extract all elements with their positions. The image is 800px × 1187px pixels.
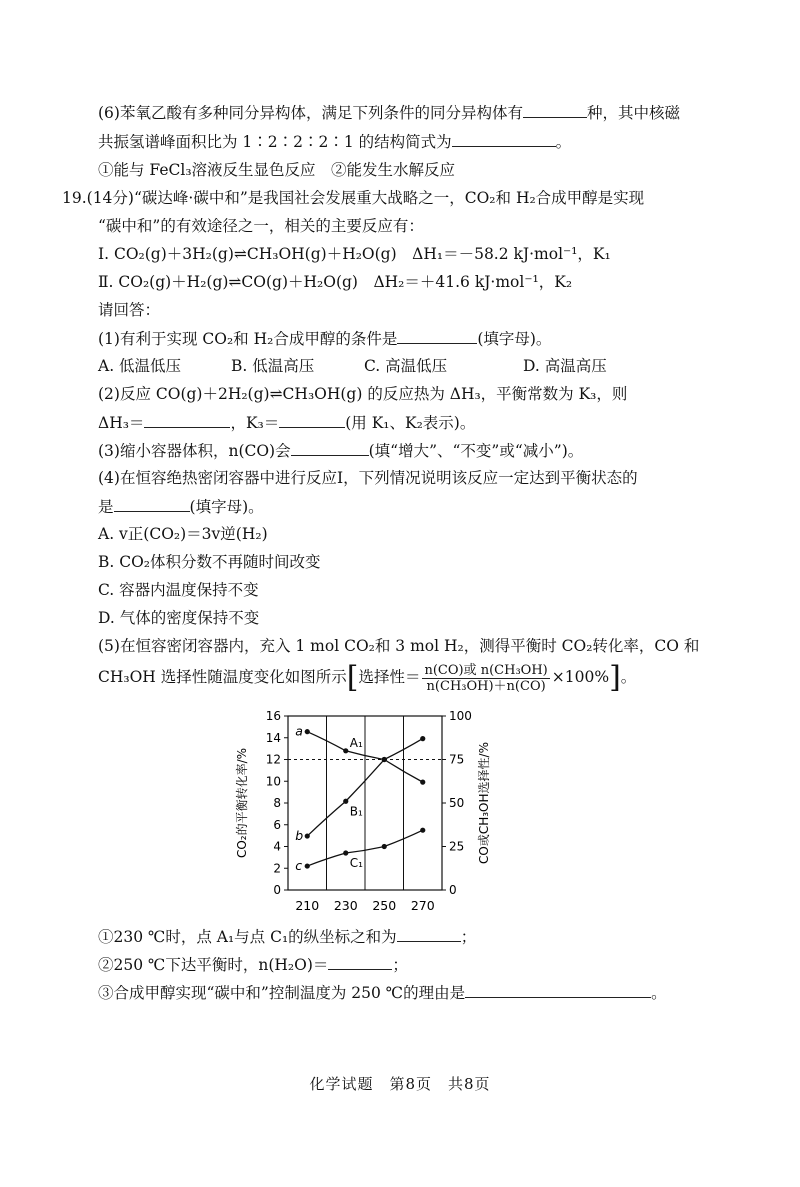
- sub-question-3: ③合成甲醇实现“碳中和”控制温度为 250 ℃的理由是 。: [98, 981, 667, 1004]
- data-point-c: [382, 844, 387, 849]
- data-point-b: [382, 757, 387, 762]
- part4-option-a: A. v正(CO₂)＝3v逆(H₂): [98, 525, 268, 543]
- part4-option-c: C. 容器内温度保持不变: [98, 581, 259, 599]
- page-footer: 化学试题 第8页 共8页: [309, 1075, 491, 1093]
- left-tick-label: 6: [273, 817, 281, 832]
- q19-intro-line2: “碳中和”的有效途径之一，相关的主要反应有：: [98, 217, 424, 235]
- data-point-b: [343, 799, 348, 804]
- series-label-b: b: [295, 828, 304, 844]
- series-label-a: a: [295, 723, 303, 739]
- blank-dh3[interactable]: [144, 411, 230, 428]
- left-tick-label: 16: [265, 709, 281, 723]
- left-tick-label: 10: [265, 774, 281, 789]
- q18-conditions: ①能与 FeCl₃溶液反生显色反应 ②能发生水解反应: [98, 161, 456, 179]
- right-tick-label: 25: [449, 839, 465, 854]
- right-tick-label: 100: [449, 709, 472, 723]
- please-answer: 请回答：: [98, 301, 161, 319]
- blank-sub1[interactable]: [397, 925, 461, 942]
- data-point-c: [343, 850, 348, 855]
- reaction-2: Ⅱ. CO₂(g)＋H₂(g)⇌CO(g)＋H₂O(g) ΔH₂＝＋41.6 kJ·mol⁻¹，K₂: [98, 273, 573, 291]
- reaction-1: Ⅰ. CO₂(g)＋3H₂(g)⇌CH₃OH(g)＋H₂O(g) ΔH₁＝－58.2 kJ·mol⁻¹，K₁: [98, 245, 611, 263]
- part4-option-b: B. CO₂体积分数不再随时间改变: [98, 553, 321, 571]
- left-tick-label: 8: [273, 796, 281, 810]
- right-tick-label: 0: [449, 883, 457, 897]
- q19-intro-line1: 19.(14分)“碳达峰·碳中和”是我国社会发展重大战略之一，CO₂和 H₂合成甲醇是实现: [62, 189, 645, 207]
- sub-question-2: ②250 ℃下达平衡时，n(H₂O)＝ ；: [98, 953, 408, 976]
- left-tick-label: 4: [273, 839, 281, 854]
- left-axis-title: CO₂的平衡转化率/%: [235, 747, 249, 859]
- option-c: C. 高温低压: [364, 357, 448, 375]
- part4-option-d: D. 气体的密度保持不变: [98, 609, 260, 627]
- q18-part6-line1: (6)苯氧乙酸有多种同分异构体，满足下列条件的同分异构体有 种，其中核磁: [98, 101, 680, 124]
- point-label: A₁: [349, 735, 363, 750]
- blank-k3[interactable]: [279, 411, 345, 428]
- blank-structure[interactable]: [452, 130, 556, 147]
- part5-line1: (5)在恒容密闭容器内，充入 1 mol CO₂和 3 mol H₂，测得平衡时 CO₂转化率，CO 和: [98, 637, 700, 655]
- blank-part3[interactable]: [291, 439, 369, 456]
- equilibrium-chart: [232, 700, 502, 922]
- bracket-left: [: [346, 660, 359, 695]
- x-tick-label: 250: [372, 898, 397, 913]
- blank-part4[interactable]: [114, 495, 190, 512]
- right-tick-label: 75: [449, 752, 465, 767]
- q18-part6-line2: 共振氢谱峰面积比为 1∶2∶2∶2∶1 的结构简式为 。: [98, 130, 571, 153]
- option-b: B. 低温高压: [231, 357, 315, 375]
- x-tick-label: 270: [410, 898, 435, 913]
- part5-line2: CH₃OH 选择性随温度变化如图所示[选择性＝ $\frac{\text{n(CO)或 n(CH₃OH)}}{\text{n(CH₃OH)＋n(CO)}}$ ×100%]。: [98, 660, 637, 695]
- left-tick-label: 0: [273, 883, 281, 897]
- option-a: A. 低温低压: [98, 357, 182, 375]
- part4-line2: 是 (填字母)。: [98, 495, 264, 518]
- data-point-b: [305, 833, 310, 838]
- bracket-right: ]: [609, 660, 621, 695]
- left-tick-label: 14: [265, 730, 281, 745]
- option-d: D. 高温高压: [523, 357, 607, 375]
- blank-sub3[interactable]: [465, 981, 651, 998]
- blank-sub2[interactable]: [328, 953, 392, 970]
- part1-question: (1)有利于实现 CO₂和 H₂合成甲醇的条件是 (填字母)。: [98, 327, 551, 350]
- data-point-a: [343, 748, 348, 753]
- left-tick-label: 12: [265, 752, 281, 767]
- blank-part1[interactable]: [397, 327, 477, 344]
- selectivity-fraction: $\frac{\text{n(CO)或 n(CH₃OH)}}{\text{n(CH₃OH)＋n(CO)}}$: [424, 662, 548, 694]
- right-tick-label: 50: [449, 796, 465, 810]
- data-point-c: [420, 828, 425, 833]
- right-axis-title: CO或CH₃OH选择性/%: [477, 742, 491, 864]
- part2-line1: (2)反应 CO(g)＋2H₂(g)⇌CH₃OH(g) 的反应热为 ΔH₃，平衡常数为 K₃，则: [98, 385, 628, 403]
- x-tick-label: 210: [295, 898, 320, 913]
- point-label: C₁: [349, 856, 363, 871]
- left-tick-label: 2: [273, 861, 281, 876]
- data-point-a: [305, 729, 310, 734]
- blank-isomer-count[interactable]: [523, 101, 587, 118]
- data-point-c: [305, 863, 310, 868]
- data-point-a: [420, 780, 425, 785]
- sub-question-1: ①230 ℃时，点 A₁与点 C₁的纵坐标之和为 ；: [98, 925, 476, 948]
- part3-question: (3)缩小容器体积，n(CO)会 (填“增大”、“不变”或“减小”)。: [98, 439, 583, 462]
- x-tick-label: 230: [333, 898, 358, 913]
- data-point-b: [420, 736, 425, 741]
- part4-line1: (4)在恒容绝热密闭容器中进行反应Ⅰ，下列情况说明该反应一定达到平衡状态的: [98, 469, 638, 487]
- point-label: B₁: [349, 804, 363, 819]
- part2-line2: ΔH₃＝ ，K₃＝ (用 K₁、K₂表示)。: [98, 411, 475, 434]
- series-label-c: c: [295, 858, 303, 874]
